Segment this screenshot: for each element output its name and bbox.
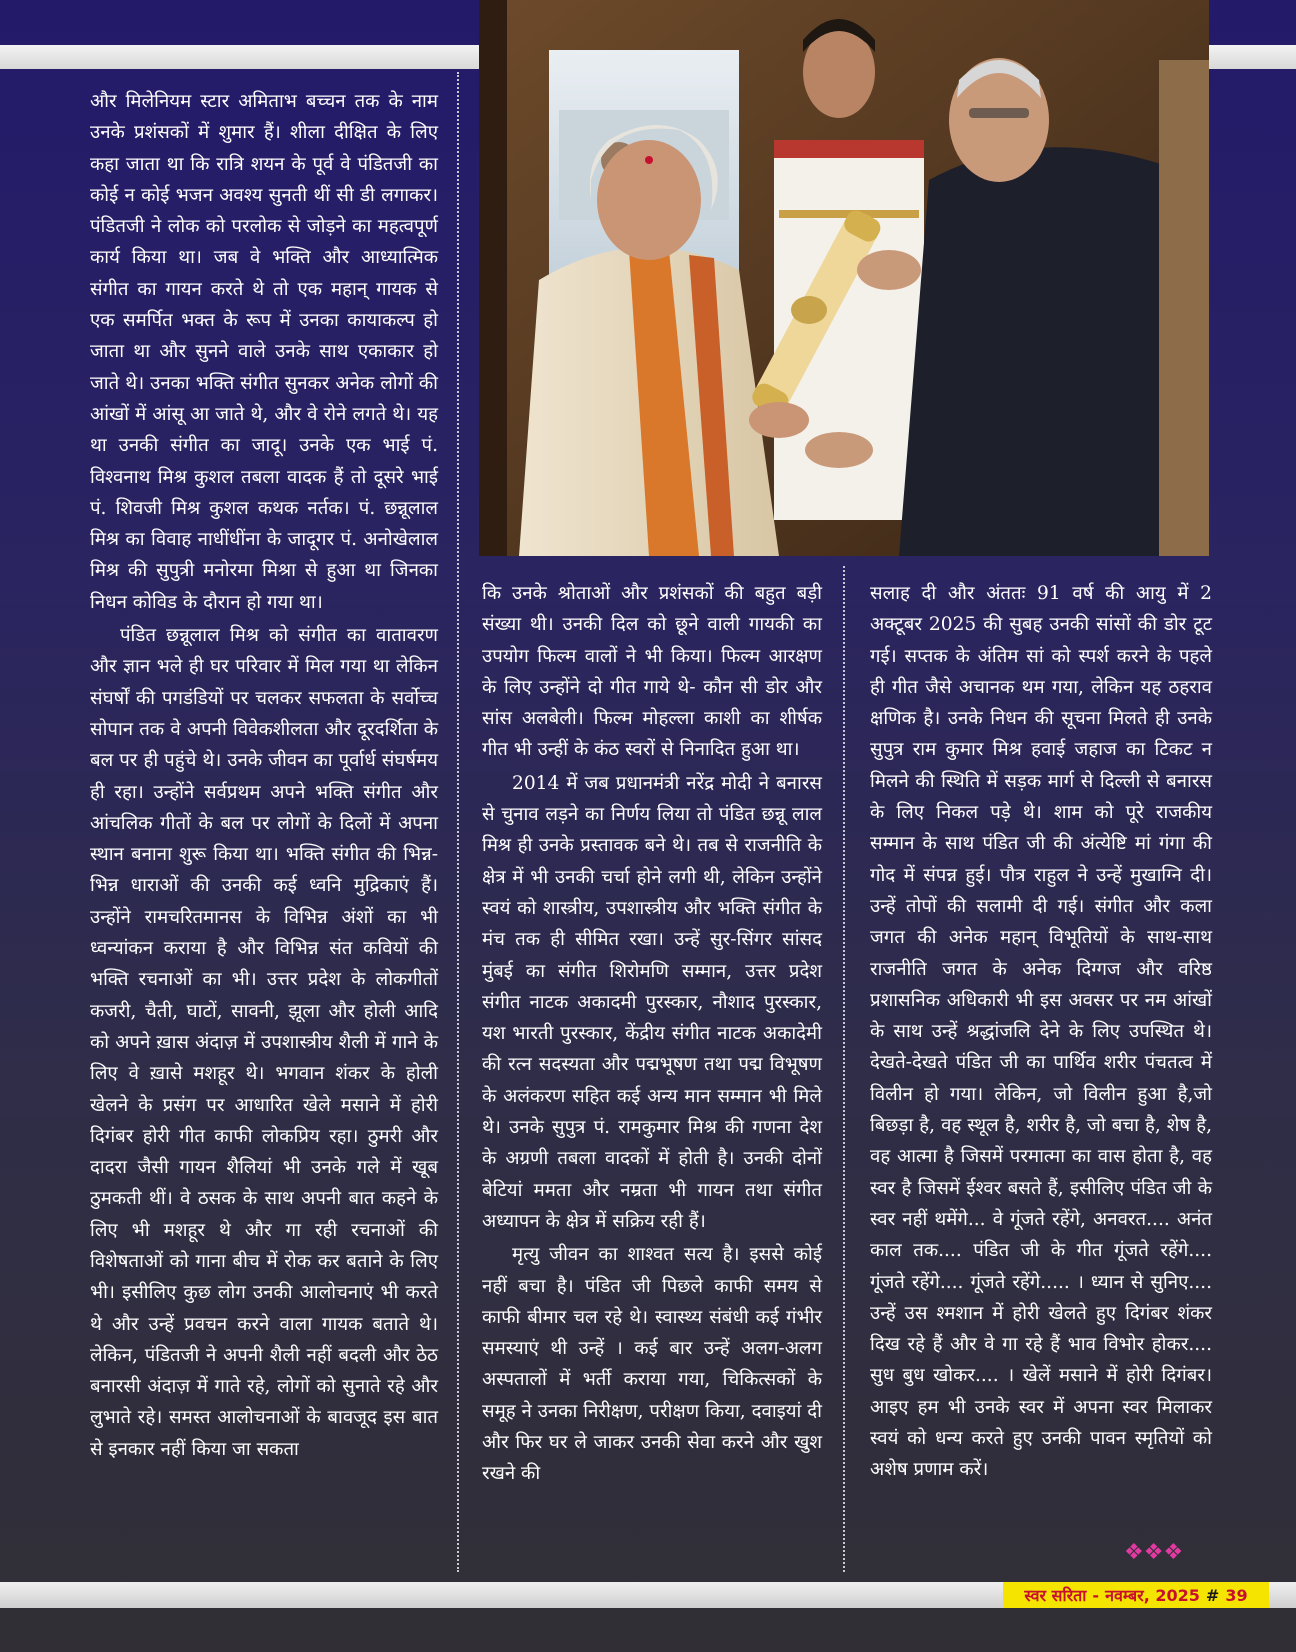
magazine-name: स्वर सरिता	[1024, 1586, 1087, 1605]
article-column-3	[870, 578, 1212, 1486]
article-column-1	[90, 86, 438, 1465]
paragraph: मृत्यु जीवन का शाश्वत सत्य है। इससे कोई नहीं बचा है। पंडित जी पिछले काफी समय से काफी बीमार चल रहे थे। स्वास्थ्य संबंधी कई गंभीर समस्याएं थी उन्हें । कई बार उन्हें अलग-अलग अस्पतालों में भर्ती कराया गया, चिकित्सकों के समूह ने उनका निरीक्षण, परीक्षण किया, दवाइयां दी और फिर घर ले जाकर उनकी सेवा करने और खुश रखने की	[482, 1244, 822, 1485]
paragraph: कि उनके श्रोताओं और प्रशंसकों की बहुत बड़ी संख्या थी। उनकी दिल को छूने वाली गायकी का उपयोग फिल्म वालों ने भी किया। फिल्म आरक्षण के लिए उन्होंने दो गीत गाये थे- कौन सी डोर और सांस अलबेली। फिल्म मोहल्ला काशी का शीर्षक गीत भी उन्हीं के कंठ स्वरों से निनादित हुआ था।	[482, 583, 822, 761]
page-number: 39	[1225, 1585, 1248, 1605]
ornament-glyph: ❖❖❖	[1124, 1540, 1184, 1565]
column-divider-left	[457, 72, 459, 1572]
column-divider-right	[843, 566, 845, 1572]
end-of-article-ornament	[1124, 1538, 1204, 1568]
page-footer	[1003, 1582, 1269, 1608]
footer-separator: -	[1092, 1585, 1100, 1605]
page-hash: #	[1205, 1585, 1220, 1605]
award-ceremony-photo	[479, 0, 1209, 556]
photo-illustration	[479, 0, 1209, 556]
issue-date: नवम्बर, 2025	[1105, 1586, 1200, 1605]
paragraph: और मिलेनियम स्टार अमिताभ बच्चन तक के नाम उनके प्रशंसकों में शुमार हैं। शीला दीक्षित के लिए कहा जाता था कि रात्रि शयन के पूर्व वे पंडितजी का कोई न कोई भजन अवश्य सुनती थीं सी डी लगाकर। पंडितजी ने लोक को परलोक से जोड़ने का महत्वपूर्ण कार्य किया था। जब वे भक्ति और आध्यात्मिक संगीत का गायन करते थे तो एक महान् गायक से एक समर्पित भक्त के रूप में उनका कायाकल्प हो जाता था और सुनने वाले उनके साथ एकाकार हो जाते थे। उनका भक्ति संगीत सुनकर अनेक लोगों की आंखों में आंसू आ जाते थे, और वे रोने लगते थे। यह था उनकी संगीत का जादू। उनके एक भाई पं. विश्वनाथ मिश्र कुशल तबला वादक हैं तो दूसरे भाई पं. शिवजी मिश्र कुशल कथक नर्तक। पं. छन्नूलाल मिश्र का विवाह नाधींधींना के जादूगर पं. अनोखेलाल मिश्र की सुपुत्री मनोरमा मिश्रा से हुआ था जिनका निधन कोविड के दौरान हो गया था।	[90, 91, 438, 613]
paragraph: पंडित छन्नूलाल मिश्र को संगीत का वातावरण और ज्ञान भले ही घर परिवार में मिल गया था लेकिन संघर्षों की पगडंडियों पर चलकर सफलता के सर्वोच्च सोपान तक वे अपनी विवेकशीलता और दूरदर्शिता के बल पर ही पहुंचे थे। उनके जीवन का पूर्वार्ध संघर्षमय ही रहा। उन्होंने सर्वप्रथम अपने भक्ति संगीत और आंचलिक गीतों के बल पर लोगों के दिलों में अपना स्थान बनाना शुरू किया था। भक्ति संगीत की भिन्न-भिन्न धाराओं की उनकी कई ध्वनि मुद्रिकाएं हैं। उन्होंने रामचरितमानस के विभिन्न अंशों का भी ध्वन्यांकन कराया है और विभिन्न संत कवियों की भक्ति रचनाओं का भी। उत्तर प्रदेश के लोकगीतों कजरी, चैती, घाटों, सावनी, झूला और होली आदि को अपने ख़ास अंदाज़ में उपशास्त्रीय शैली में गाने के लिए वे ख़ासे मशहूर थे। भगवान शंकर के होली खेलने के प्रसंग पर आधारित खेले मसाने में होरी दिगंबर होरी गीत काफी लोकप्रिय रहा। ठुमरी और दादरा जैसी गायन शैलियां भी उनके गले में खूब ठुमकती थीं। वे ठसक के साथ अपनी बात कहने के लिए भी मशहूर थे और गा रही रचनाओं की विशेषताओं को गाना बीच में रोक कर बताने के लिए भी। इसीलिए कुछ लोग उनकी आलोचनाएं भी करते थे और उन्हें प्रवचन करने वाला गायक बताते थे। लेकिन, पंडितजी ने अपनी शैली नहीं बदली और ठेठ बनारसी अंदाज़ में गाते रहे, लोगों को सुनाते रहे और लुभाते रहे। समस्त आलोचनाओं के बावजूद इस बात से इनकार नहीं किया जा सकता	[90, 625, 438, 1460]
article-column-2	[482, 578, 822, 1490]
paragraph: 2014 में जब प्रधानमंत्री नरेंद्र मोदी ने बनारस से चुनाव लड़ने का निर्णय लिया तो पंडित छन्नू लाल मिश्र ही उनके प्रस्तावक बने थे। तब से राजनीति के क्षेत्र में भी उनकी चर्चा होने लगी थी, लेकिन उन्होंने स्वयं को शास्त्रीय, उपशास्त्रीय और भक्ति संगीत के मंच तक ही सीमित रखा। उन्हें सुर-सिंगर सांसद मुंबई का संगीत शिरोमणि सम्मान, उत्तर प्रदेश संगीत नाटक अकादमी पुरस्कार, नौशाद पुरस्कार, यश भारती पुरस्कार, केंद्रीय संगीत नाटक अकादेमी की रत्न सदस्यता और पद्मभूषण तथा पद्म विभूषण के अलंकरण सहित कई अन्य मान सम्मान भी मिले थे। उनके सुपुत्र पं. रामकुमार मिश्र की गणना देश के अग्रणी तबला वादकों में होती है। उनकी दोनों बेटियां ममता और नम्रता भी गायन तथा संगीत अध्यापन के क्षेत्र में सक्रिय रही हैं।	[482, 772, 822, 1232]
paragraph: सलाह दी और अंततः 91 वर्ष की आयु में 2 अक्टूबर 2025 की सुबह उनकी सांसों की डोर टूट गई। सप्तक के अंतिम सां को स्पर्श करने के पहले ही गीत जैसे अचानक थम गया, लेकिन यह ठहराव क्षणिक है। उनके निधन की सूचना मिलते ही उनके सुपुत्र राम कुमार मिश्र हवाई जहाज का टिकट न मिलने की स्थिति में सड़क मार्ग से दिल्ली से बनारस के लिए निकल पड़े थे। शाम को पूरे राजकीय सम्मान के साथ पंडित जी की अंत्येष्टि मां गंगा की गोद में संपन्न हुई। पौत्र राहुल ने उन्हें मुखाग्नि दी। उन्हें तोपों की सलामी दी गई। संगीत और कला जगत की अनेक महान् विभूतियों के साथ-साथ राजनीति जगत के अनेक दिग्गज और वरिष्ठ प्रशासनिक अधिकारी भी इस अवसर पर नम आंखों के साथ उन्हें श्रद्धांजलि देने के लिए उपस्थित थे। देखते-देखते पंडित जी का पार्थिव शरीर पंचतत्व में विलीन हो गया। लेकिन, जो विलीन हुआ है,जो बिछड़ा है, वह स्थूल है, शरीर है, जो बचा है, शेष है, वह आत्मा है जिसमें परमात्मा का वास होता है, वह स्वर है जिसमें ईश्वर बसते हैं, इसीलिए पंडित जी के स्वर नहीं थमेंगे... वे गूंजते रहेंगे, अनवरत.... अनंत काल तक.... पंडित जी के गीत गूंजते रहेंगे.... गूंजते रहेंगे.... गूंजते रहेंगे..... । ध्यान से सुनिए.... उन्हें उस श्मशान में होरी खेलते हुए दिगंबर शंकर दिख रहे हैं और वे गा रहे हैं भाव विभोर होकर.... सुध बुध खोकर.... । खेलें मसाने में होरी दिगंबर। आइए हम भी उनके स्वर में अपना स्वर मिलाकर स्वयं को धन्य करते हुए उनकी पावन स्मृतियों को अशेष प्रणाम करें।	[870, 583, 1212, 1481]
